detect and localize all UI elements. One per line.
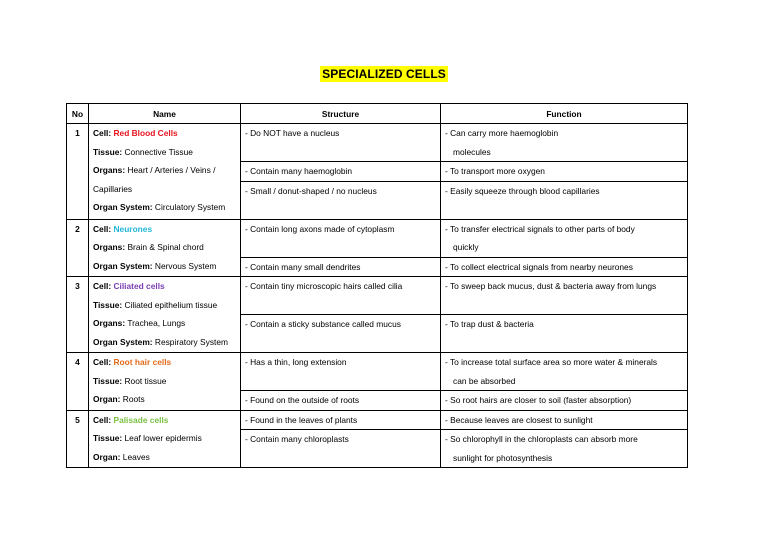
structure-text: - Contain long axons made of cytoplasm — [245, 223, 395, 234]
function-text: - To collect electrical signals from nearby neurones — [445, 261, 633, 272]
organ-system-label: Organ System: — [93, 336, 153, 347]
row-number: 1 — [67, 124, 89, 220]
cell-name: Ciliated cells — [113, 281, 165, 291]
tissue-value: Root tissue — [124, 375, 167, 386]
cell-name: Root hair cells — [113, 357, 172, 367]
tissue-label: Tissue: — [93, 299, 123, 310]
organ-system-value: Nervous System — [154, 260, 217, 271]
function-text: - To sweep back mucus, dust & bacteria away from lungs — [445, 281, 657, 291]
structure-cell — [241, 353, 441, 391]
function-cell — [441, 219, 688, 257]
organs-value: Heart / Arteries / Veins / — [127, 165, 216, 175]
structure-cell — [241, 410, 441, 430]
cell-label: Cell: — [93, 128, 112, 138]
structure-text: - Contain many small dendrites — [245, 261, 361, 272]
function-cell — [441, 430, 688, 468]
organ-system-value: Respiratory System — [154, 336, 228, 347]
function-text: - Because leaves are closest to sunlight — [445, 414, 593, 425]
row-number: 5 — [67, 410, 89, 468]
structure-text: - Found in the leaves of plants — [245, 414, 358, 425]
function-text: - So root hairs are closer to soil (faster absorption) — [445, 395, 632, 405]
function-cell — [441, 410, 688, 430]
table-row — [67, 277, 688, 315]
organs-value: Brain & Spinal chord — [127, 242, 204, 252]
structure-text: - Small / donut-shaped / no nucleus — [245, 185, 377, 196]
structure-cell — [241, 219, 441, 257]
tissue-value: Leaf lower epidermis — [124, 433, 202, 443]
name-cell — [89, 410, 241, 468]
specialized-cells-table — [66, 103, 688, 468]
structure-text: - Contain a sticky substance called mucus — [245, 319, 401, 329]
function-cell — [441, 353, 688, 391]
structure-cell — [241, 181, 441, 219]
function-text: - Easily squeeze through blood capillaries — [445, 185, 600, 196]
organ-label: Organ: — [93, 451, 121, 462]
organ-value: Roots — [122, 394, 145, 404]
name-cell — [89, 124, 241, 220]
row-number: 2 — [67, 219, 89, 277]
table-row — [67, 219, 688, 257]
organs-label: Organs: — [93, 318, 126, 328]
name-cell — [89, 219, 241, 277]
cell-name: Red Blood Cells — [113, 128, 178, 138]
cell-label: Cell: — [93, 223, 112, 234]
function-text-cont: can be absorbed — [453, 375, 516, 386]
function-cell — [441, 257, 688, 277]
organ-system-label: Organ System: — [93, 202, 153, 212]
structure-cell — [241, 315, 441, 353]
function-cell — [441, 162, 688, 182]
header-structure: Structure — [241, 104, 441, 124]
name-cell — [89, 277, 241, 353]
function-text: - To increase total surface area so more water & minerals — [445, 357, 658, 367]
page-title: SPECIALIZED CELLS — [322, 67, 446, 81]
structure-cell — [241, 124, 441, 162]
function-text: - Can carry more haemoglobin — [445, 128, 559, 138]
tissue-value: Connective Tissue — [124, 146, 193, 157]
structure-cell — [241, 277, 441, 315]
tissue-label: Tissue: — [93, 375, 123, 386]
page-title-wrapper — [0, 65, 768, 83]
organ-system-label: Organ System: — [93, 260, 153, 271]
structure-cell — [241, 162, 441, 182]
name-cell — [89, 353, 241, 411]
function-text-cont: molecules — [453, 146, 491, 157]
organ-system-value: Circulatory System — [154, 202, 226, 212]
function-cell — [441, 391, 688, 411]
structure-text: - Do NOT have a nucleus — [245, 128, 340, 138]
function-text-cont: quickly — [453, 242, 479, 252]
table-row — [67, 124, 688, 162]
function-cell — [441, 277, 688, 315]
organ-label: Organ: — [93, 394, 121, 404]
structure-text: - Contain many chloroplasts — [245, 434, 349, 444]
cell-name: Neurones — [113, 223, 153, 234]
organs-value-cont: Capillaries — [93, 183, 133, 194]
function-cell — [441, 124, 688, 162]
function-text: - To transport more oxygen — [445, 166, 545, 176]
structure-cell — [241, 430, 441, 468]
header-function: Function — [441, 104, 688, 124]
function-text: - To transfer electrical signals to other parts of body — [445, 223, 635, 234]
organs-label: Organs: — [93, 242, 126, 252]
structure-text: - Found on the outside of roots — [245, 395, 360, 405]
structure-text: - Contain many haemoglobin — [245, 166, 353, 176]
function-cell — [441, 181, 688, 219]
row-number: 4 — [67, 353, 89, 411]
header-row — [67, 104, 688, 124]
header-name: Name — [89, 104, 241, 124]
cell-label: Cell: — [93, 357, 112, 367]
table-row — [67, 410, 688, 430]
cell-label: Cell: — [93, 281, 112, 291]
tissue-label: Tissue: — [93, 146, 123, 157]
row-number: 3 — [67, 277, 89, 353]
table-row — [67, 353, 688, 391]
function-text: - To trap dust & bacteria — [445, 319, 534, 329]
structure-cell — [241, 391, 441, 411]
function-cell — [441, 315, 688, 353]
organ-value: Leaves — [122, 451, 150, 462]
cell-label: Cell: — [93, 414, 112, 425]
header-no: No — [67, 104, 89, 124]
function-text: - So chlorophyll in the chloroplasts can absorb more — [445, 434, 638, 444]
structure-text: - Has a thin, long extension — [245, 357, 347, 367]
function-text-cont: sunlight for photosynthesis — [453, 452, 553, 463]
organs-label: Organs: — [93, 165, 126, 175]
cell-name: Palisade cells — [113, 414, 169, 425]
tissue-value: Ciliated epithelium tissue — [124, 299, 218, 310]
structure-cell — [241, 257, 441, 277]
tissue-label: Tissue: — [93, 433, 123, 443]
organs-value: Trachea, Lungs — [127, 318, 186, 328]
structure-text: - Contain tiny microscopic hairs called cilia — [245, 281, 403, 291]
